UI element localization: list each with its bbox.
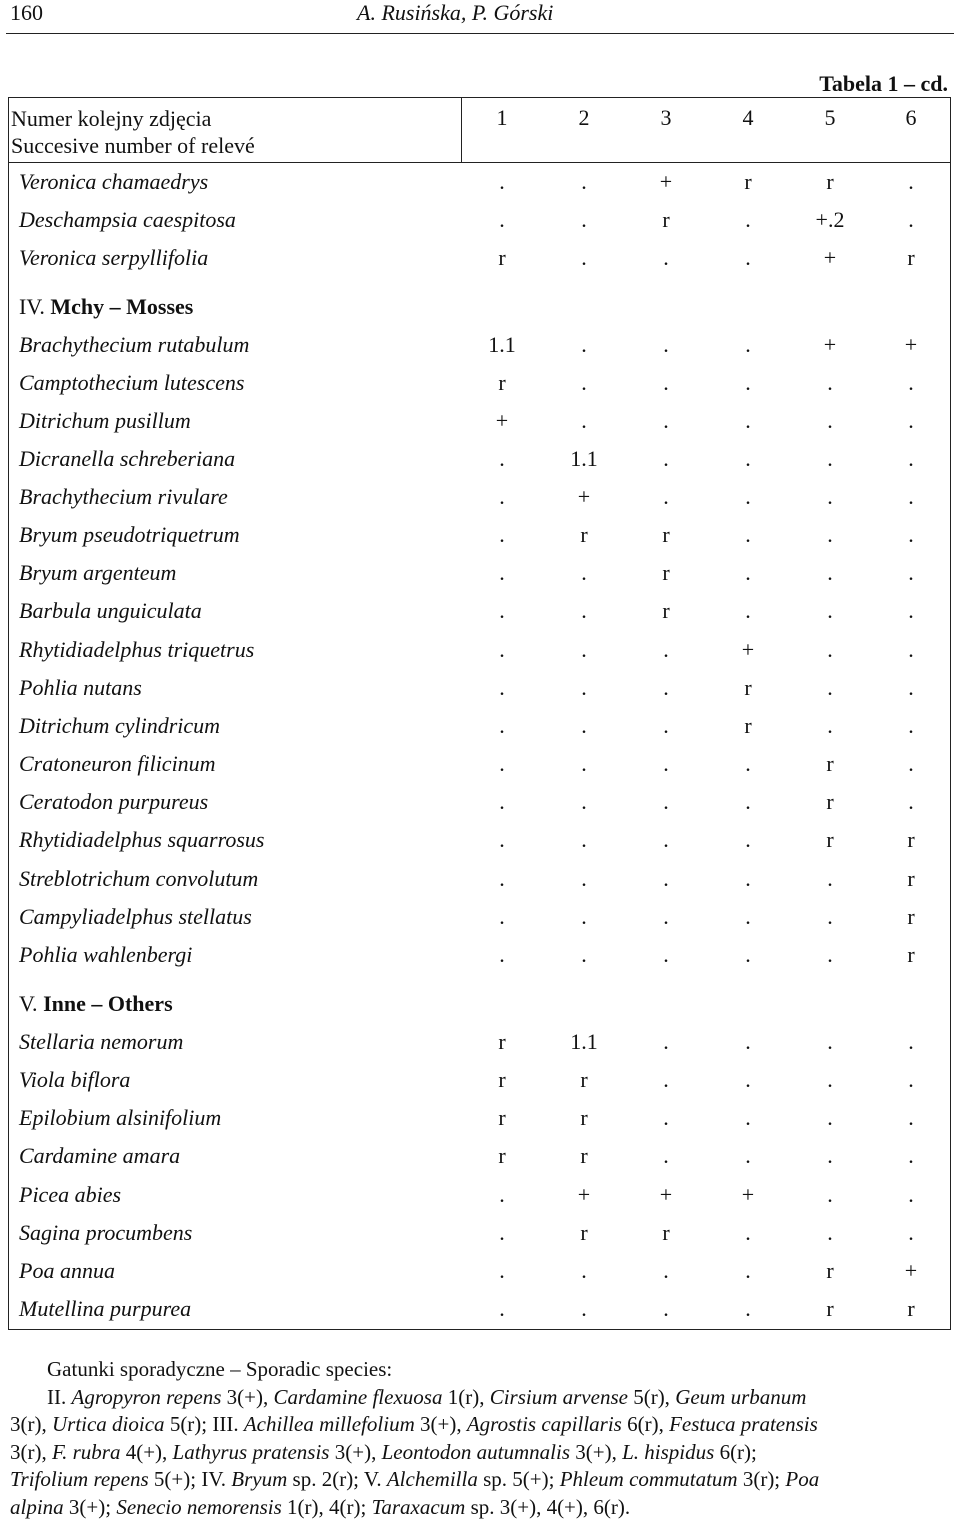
cover-value: 1.1 [488,332,516,357]
table-row [8,556,951,590]
cover-value: . [581,560,587,585]
header-label-en: Succesive number of relevé [11,133,255,158]
cover-value: + [577,1182,591,1207]
cover-value: . [908,751,914,776]
table-row [8,480,951,514]
cover-value: r [580,522,588,547]
table-row [8,241,951,275]
cover-value: . [663,904,669,929]
table-row [8,594,951,628]
notes-heading: Gatunki sporadyczne – Sporadic species: [47,1357,393,1381]
cover-value: . [581,332,587,357]
column-header: 4 [742,105,754,130]
cover-value: . [663,675,669,700]
cover-value: . [908,169,914,194]
table-row [8,165,951,199]
species-name: Deschampsia caespitosa [19,207,236,232]
cover-value: . [581,942,587,967]
cover-value: . [581,1296,587,1321]
cover-value: . [745,1143,751,1168]
cover-value: r [662,207,670,232]
cover-value: . [663,1258,669,1283]
species-name: Veronica serpyllifolia [19,245,209,270]
cover-value: . [663,1067,669,1092]
cover-value: . [663,713,669,738]
cover-value: . [663,1143,669,1168]
cover-value: . [663,942,669,967]
species-name: Camptothecium lutescens [19,370,245,395]
cover-value: + [659,1182,673,1207]
cover-value: . [499,713,505,738]
cover-value: . [908,522,914,547]
table-row [8,1178,951,1212]
cover-value: . [908,598,914,623]
cover-value: . [827,484,833,509]
cover-value: . [663,637,669,662]
species-name: Epilobium alsinifolium [19,1105,222,1130]
cover-value: . [745,245,751,270]
table-row [8,785,951,819]
cover-value: r [662,522,670,547]
table-row [8,671,951,705]
page-header [0,0,960,40]
cover-value: . [827,1182,833,1207]
species-name: Ceratodon purpureus [19,789,209,814]
section-label: V. Inne – Others [19,991,173,1016]
cover-value: . [745,904,751,929]
header-label-pl: Numer kolejny zdjęcia [11,106,212,131]
species-name: Cardamine amara [19,1143,181,1168]
table-row [8,203,951,237]
cover-value: . [908,207,914,232]
cover-value: . [581,904,587,929]
cover-value: . [827,904,833,929]
cover-value: r [907,904,915,929]
cover-value: r [907,942,915,967]
cover-value: . [499,904,505,929]
cover-value: . [745,408,751,433]
cover-value: . [745,1105,751,1130]
cover-value: . [663,1296,669,1321]
cover-value: . [745,1296,751,1321]
cover-value: . [499,446,505,471]
table-column-separator [461,97,462,163]
cover-value: . [908,484,914,509]
cover-value: . [581,408,587,433]
cover-value: . [499,789,505,814]
cover-value: r [662,560,670,585]
cover-value: . [581,675,587,700]
cover-value: . [499,1182,505,1207]
cover-value: r [907,245,915,270]
cover-value: . [827,408,833,433]
cover-value: r [744,713,752,738]
table-row [8,328,951,362]
cover-value: . [581,637,587,662]
cover-value: . [827,866,833,891]
column-header: 3 [660,105,672,130]
cover-value: . [827,598,833,623]
cover-value: r [498,370,506,395]
cover-value: r [907,866,915,891]
cover-value: . [908,1143,914,1168]
cover-value: . [499,560,505,585]
cover-value: . [908,560,914,585]
cover-value: + [659,169,673,194]
species-name: Rhytidiadelphus squarrosus [19,827,265,852]
cover-value: . [581,598,587,623]
cover-value: . [908,1029,914,1054]
cover-value: r [907,827,915,852]
cover-value: + [823,245,837,270]
cover-value: . [499,484,505,509]
cover-value: . [499,675,505,700]
cover-value: . [908,789,914,814]
species-name: Mutellina purpurea [19,1296,192,1321]
species-name: Dicranella schreberiana [19,446,236,471]
cover-value: . [827,1220,833,1245]
cover-value: . [745,560,751,585]
cover-value: . [499,827,505,852]
table-row [8,633,951,667]
cover-value: 1.1 [570,1029,598,1054]
cover-value: . [745,522,751,547]
cover-value: . [827,1105,833,1130]
cover-value: r [826,1258,834,1283]
table-header-separator [8,162,951,163]
species-name: Sagina procumbens [19,1220,193,1245]
species-name: Brachythecium rutabulum [19,332,250,357]
cover-value: . [499,207,505,232]
cover-value: . [745,1220,751,1245]
cover-value: + [741,1182,755,1207]
cover-value: . [908,1220,914,1245]
cover-value: . [745,751,751,776]
page-number: 160 [10,0,43,25]
species-name: Cratoneuron filicinum [19,751,216,776]
table-row [8,709,951,743]
cover-value: . [499,866,505,891]
cover-value: . [827,713,833,738]
cover-value: . [581,207,587,232]
cover-value: . [663,866,669,891]
cover-value: +.2 [815,207,845,232]
cover-value: . [827,942,833,967]
cover-value: r [580,1067,588,1092]
cover-value: . [745,789,751,814]
table-row [8,442,951,476]
cover-value: r [826,1296,834,1321]
cover-value: . [745,598,751,623]
table-row [8,1101,951,1135]
cover-value: . [499,1220,505,1245]
cover-value: r [498,245,506,270]
cover-value: . [827,446,833,471]
column-header: 6 [905,105,917,130]
cover-value: + [823,332,837,357]
cover-value: r [826,789,834,814]
cover-value: . [745,1029,751,1054]
cover-value: r [580,1143,588,1168]
cover-value: . [663,370,669,395]
table-row [8,900,951,934]
cover-value: . [663,332,669,357]
species-name: Campyliadelphus stellatus [19,904,252,929]
cover-value: . [663,245,669,270]
column-header: 2 [578,105,590,130]
cover-value: . [581,789,587,814]
species-name: Barbula unguiculata [19,598,202,623]
table-row [8,518,951,552]
cover-value: . [663,408,669,433]
species-name: Pohlia nutans [19,675,142,700]
cover-value: . [581,713,587,738]
species-name: Rhytidiadelphus triquetrus [19,637,255,662]
section-header [8,987,951,1021]
notes-body [10,1384,950,1522]
cover-value: . [663,1105,669,1130]
species-name: Pohlia wahlenbergi [19,942,193,967]
cover-value: + [577,484,591,509]
cover-value: . [827,522,833,547]
cover-value: . [499,1296,505,1321]
cover-value: . [745,484,751,509]
running-title: A. Rusińska, P. Górski [357,0,554,25]
table-row [8,1216,951,1250]
cover-value: . [499,522,505,547]
cover-value: + [495,408,509,433]
cover-value: . [499,1258,505,1283]
cover-value: r [498,1105,506,1130]
cover-value: . [745,207,751,232]
cover-value: . [745,1258,751,1283]
cover-value: r [826,827,834,852]
cover-value: . [745,866,751,891]
cover-value: . [581,245,587,270]
cover-value: . [908,1182,914,1207]
cover-value: r [498,1067,506,1092]
table-row [8,1139,951,1173]
cover-value: r [826,751,834,776]
notes-line: alpina 3(+); Senecio nemorensis 1(r), 4(r); Taraxacum sp. 3(+), 4(+), 6(r). [10,1494,631,1519]
cover-value: . [581,169,587,194]
cover-value: . [827,560,833,585]
cover-value: . [663,789,669,814]
cover-value: . [745,827,751,852]
cover-value: . [908,408,914,433]
cover-value: . [908,446,914,471]
table-row [8,1254,951,1288]
cover-value: r [662,598,670,623]
cover-value: + [904,1258,918,1283]
cover-value: . [908,1105,914,1130]
sporadic-species-notes [10,1356,950,1521]
column-header: 1 [496,105,508,130]
notes-line: II. Agropyron repens 3(+), Cardamine flexuosa 1(r), Cirsium arvense 5(r), Geum urbanum [47,1384,807,1409]
cover-value: r [498,1143,506,1168]
table-caption: Tabela 1 – cd. [819,71,948,96]
cover-value: r [744,675,752,700]
header-rule [6,33,954,34]
cover-value: . [908,637,914,662]
cover-value: . [499,942,505,967]
species-name: Picea abies [19,1182,122,1207]
cover-value: . [499,637,505,662]
species-name: Streblotrichum convolutum [19,866,259,891]
cover-value: . [745,332,751,357]
cover-value: . [499,751,505,776]
cover-value: . [499,169,505,194]
table-row [8,1025,951,1059]
cover-value: . [827,1143,833,1168]
notes-line: 3(r), F. rubra 4(+), Lathyrus pratensis 3(+), Leontodon autumnalis 3(+), L. hispidus 6(r); [10,1439,757,1464]
species-name: Ditrichum pusillum [19,408,191,433]
cover-value: . [827,637,833,662]
species-name: Poa annua [19,1258,115,1283]
cover-value: . [908,675,914,700]
cover-value: + [904,332,918,357]
cover-value: . [908,1067,914,1092]
cover-value: r [826,169,834,194]
table-row [8,747,951,781]
cover-value: 1.1 [570,446,598,471]
cover-value: . [663,446,669,471]
cover-value: r [580,1220,588,1245]
cover-value: . [745,446,751,471]
cover-value: . [745,1067,751,1092]
cover-value: . [581,1258,587,1283]
cover-value: . [827,675,833,700]
table-row [8,823,951,857]
cover-value: r [907,1296,915,1321]
cover-value: . [745,942,751,967]
table-row [8,1292,951,1326]
cover-value: . [663,827,669,852]
table-row [8,862,951,896]
cover-value: . [499,598,505,623]
species-name: Viola biflora [19,1067,131,1092]
table-row [8,938,951,972]
cover-value: . [827,370,833,395]
table-row [8,404,951,438]
cover-value: . [908,713,914,738]
cover-value: . [581,751,587,776]
species-name: Brachythecium rivulare [19,484,228,509]
cover-value: . [581,866,587,891]
cover-value: . [745,370,751,395]
column-header: 5 [824,105,836,130]
section-label: IV. Mchy – Mosses [19,294,194,319]
cover-value: r [662,1220,670,1245]
notes-line: 3(r), Urtica dioica 5(r); III. Achillea millefolium 3(+), Agrostis capillaris 6(r), Festuca pratensis [10,1412,818,1436]
species-name: Bryum pseudotriquetrum [19,522,240,547]
species-name: Stellaria nemorum [19,1029,184,1054]
cover-value: . [663,1029,669,1054]
cover-value: + [741,637,755,662]
cover-value: r [498,1029,506,1054]
table-row [8,1063,951,1097]
cover-value: . [663,751,669,776]
section-header [8,290,951,324]
cover-value: . [663,484,669,509]
species-name: Bryum argenteum [19,560,177,585]
table-row [8,366,951,400]
cover-value: r [744,169,752,194]
species-name: Veronica chamaedrys [19,169,209,194]
cover-value: . [908,370,914,395]
cover-value: . [827,1067,833,1092]
cover-value: r [580,1105,588,1130]
species-name: Ditrichum cylindricum [19,713,221,738]
notes-line: Trifolium repens 5(+); IV. Bryum sp. 2(r); V. Alchemilla sp. 5(+); Phleum commutatum 3(r); Poa [10,1467,820,1491]
cover-value: . [827,1029,833,1054]
cover-value: . [581,827,587,852]
cover-value: . [581,370,587,395]
